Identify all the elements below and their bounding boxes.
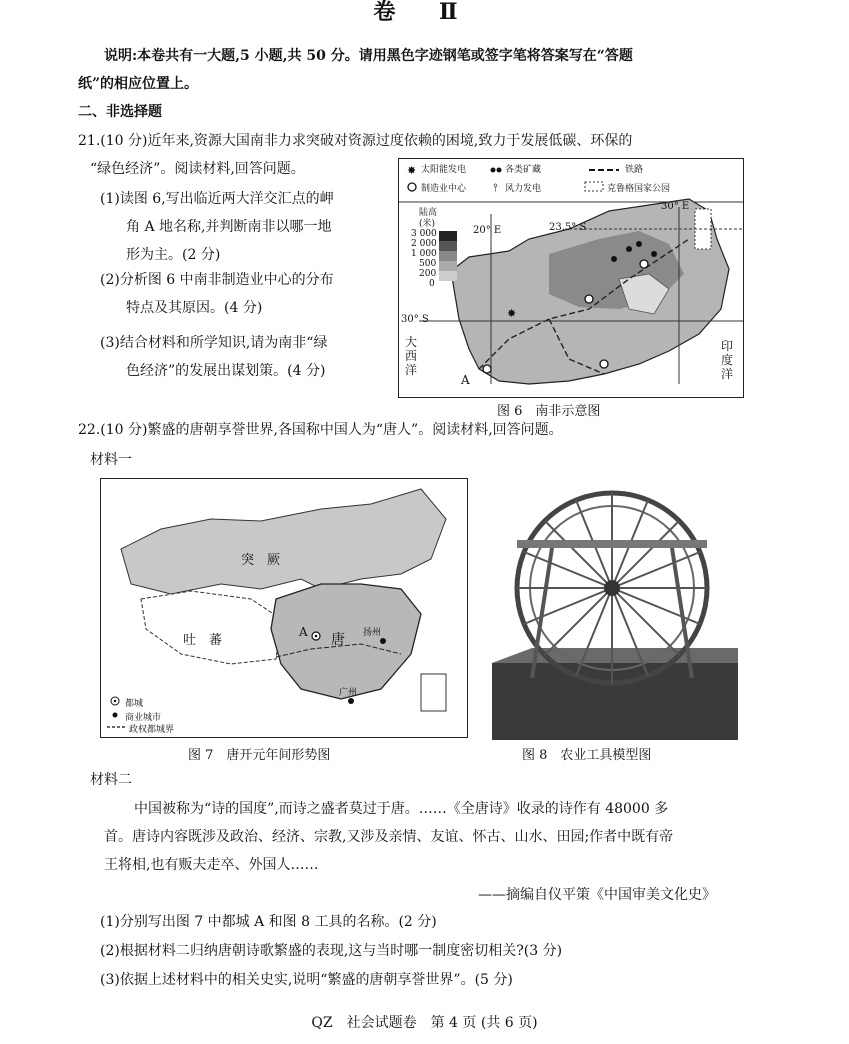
legend-commerce: 商业城市 bbox=[125, 713, 162, 723]
section-heading: 二、非选择题 bbox=[78, 104, 162, 120]
q21-sub2-line2: 特点及其原因。(4 分) bbox=[126, 300, 263, 316]
legend-capital: 都城 bbox=[125, 699, 144, 709]
tang-map-graphic bbox=[101, 479, 467, 737]
elev-3000: 3 000 bbox=[411, 229, 437, 239]
material2-label: 材料二 bbox=[90, 772, 132, 788]
q21-sub2-line1: (2)分析图 6 中南非制造业中心的分布 bbox=[100, 272, 334, 288]
q21-stem-line1: 21.(10 分)近年来,资源大国南非力求突破对资源过度依赖的困境,致力于发展低碳、环保的 bbox=[78, 133, 633, 149]
figure7-caption: 图 7 唐开元年间形势图 bbox=[188, 748, 331, 763]
legend-border: 政权都城界 bbox=[129, 725, 175, 735]
south-africa-map-graphic bbox=[399, 159, 743, 397]
q21-sub3-line1: (3)结合材料和所学知识,请为南非“绿 bbox=[100, 335, 328, 351]
page-title: 卷 Ⅱ bbox=[373, 0, 476, 25]
indian-ocean-label: 印度洋 bbox=[721, 339, 734, 381]
elev-0: 0 bbox=[429, 279, 435, 289]
tubo-label: 吐 蕃 bbox=[183, 633, 223, 648]
elevation-title: 陆高 bbox=[419, 208, 438, 218]
figure6-caption: 图 6 南非示意图 bbox=[497, 404, 601, 419]
lon-20-label: 20° E bbox=[473, 225, 502, 236]
figure8-caption: 图 8 农业工具模型图 bbox=[522, 748, 652, 763]
legend-solar: 太阳能发电 bbox=[421, 165, 467, 175]
elev-1000: 1 000 bbox=[411, 249, 437, 259]
elev-500: 500 bbox=[419, 259, 437, 269]
legend-railway: 铁路 bbox=[625, 165, 644, 175]
q21-sub1-line2: 角 A 地名称,并判断南非以哪一地 bbox=[126, 219, 332, 235]
q21-stem-line2: “绿色经济”。阅读材料,回答问题。 bbox=[90, 161, 305, 177]
svg-text:⫯: ⫯ bbox=[493, 181, 498, 194]
atlantic-ocean-label: 大西洋 bbox=[405, 335, 418, 377]
tang-label: 唐 bbox=[331, 632, 345, 648]
q22-question2: (2)根据材料二归纳唐朝诗歌繁盛的表现,这与当时哪一制度密切相关?(3 分) bbox=[100, 943, 563, 959]
material1-label: 材料一 bbox=[90, 452, 132, 468]
yangzhou-label: 扬州 bbox=[363, 628, 382, 638]
elev-200: 200 bbox=[419, 269, 437, 279]
tropic-label: 23.5° S bbox=[549, 222, 587, 233]
page-footer: QZ 社会试题卷 第 4 页 (共 6 页) bbox=[311, 1015, 538, 1031]
q22-stem: 22.(10 分)繁盛的唐朝享誉世界,各国称中国人为“唐人”。阅读材料,回答问题。 bbox=[78, 422, 563, 438]
south-africa-map bbox=[398, 158, 744, 398]
q22-question3: (3)依据上述材料中的相关史实,说明“繁盛的唐朝享誉世界”。(5 分) bbox=[100, 972, 513, 988]
passage-source: ——摘编自仪平策《中国审美文化史》 bbox=[478, 887, 716, 903]
legend-wind: 风力发电 bbox=[505, 184, 542, 194]
tang-map bbox=[100, 478, 468, 738]
q22-question1: (1)分别写出图 7 中都城 A 和图 8 工具的名称。(2 分) bbox=[100, 914, 437, 930]
q21-sub3-line2: 色经济”的发展出谋划策。(4 分) bbox=[126, 363, 326, 379]
passage-line3: 王将相,也有贩夫走卒、外国人…… bbox=[104, 857, 319, 873]
tujue-label: 突 厥 bbox=[241, 553, 281, 568]
instructions-line2: 纸”的相应位置上。 bbox=[78, 76, 199, 92]
q21-sub1-line1: (1)读图 6,写出临近两大洋交汇点的岬 bbox=[100, 191, 334, 207]
point-a-label: A bbox=[461, 373, 470, 387]
water-wheel-graphic bbox=[492, 478, 738, 740]
passage-line2: 首。唐诗内容既涉及政治、经济、宗教,又涉及亲情、友谊、怀古、山水、田园;作者中既有帝 bbox=[104, 829, 674, 845]
elev-2000: 2 000 bbox=[411, 239, 437, 249]
lon-30-label: 30° E bbox=[661, 201, 690, 212]
passage-line1: 中国被称为“诗的国度”,而诗之盛者莫过于唐。……《全唐诗》收录的诗作有 48000 多 bbox=[134, 801, 669, 817]
svg-text:✸: ✸ bbox=[507, 307, 517, 320]
legend-kruger: 克鲁格国家公园 bbox=[607, 184, 671, 194]
capital-a-label: A bbox=[299, 625, 308, 639]
elevation-unit: (米) bbox=[419, 219, 436, 229]
svg-text:✸: ✸ bbox=[407, 164, 417, 177]
guangzhou-label: 广州 bbox=[339, 688, 358, 698]
instructions-line1: 说明:本卷共有一大题,5 小题,共 50 分。请用黑色字迹钢笔或签字笔将答案写在“答题 bbox=[104, 48, 633, 64]
legend-minerals: 各类矿藏 bbox=[505, 165, 542, 175]
q21-sub1-line3: 形为主。(2 分) bbox=[126, 247, 221, 263]
water-wheel-model bbox=[492, 478, 738, 740]
legend-manufacturing: 制造业中心 bbox=[421, 184, 467, 194]
lat-30-label: 30° S bbox=[401, 314, 429, 325]
